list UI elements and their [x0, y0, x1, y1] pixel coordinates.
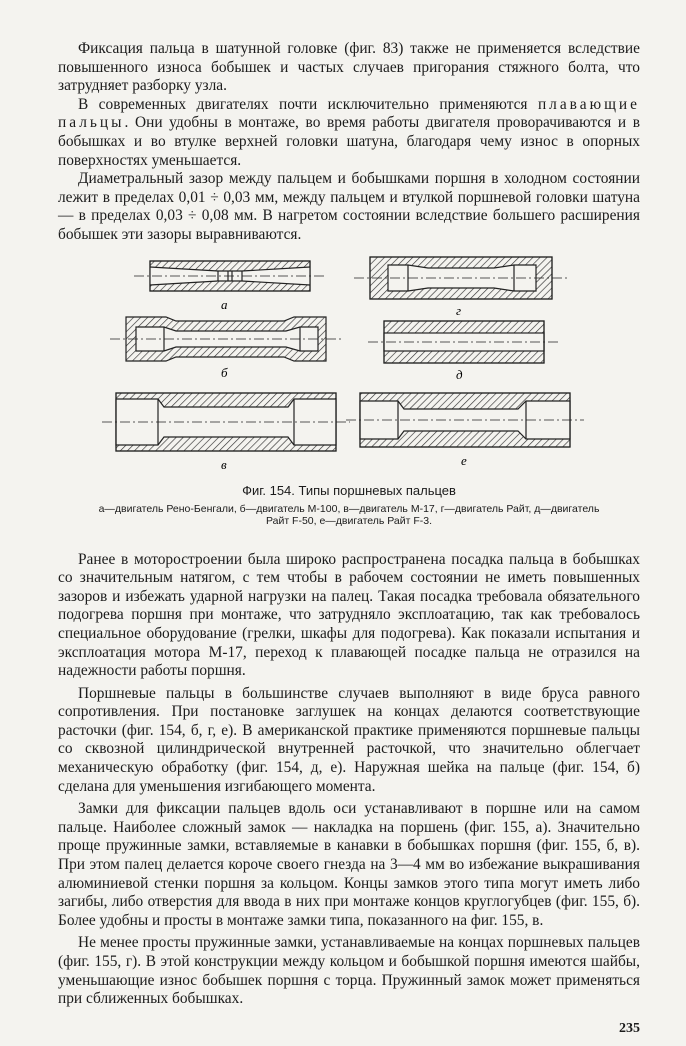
page-number: 235	[619, 1021, 640, 1036]
pin-drawing-d	[368, 321, 560, 363]
pin-drawing-b	[110, 317, 342, 361]
paragraph-spring-locks: Не менее просты пружинные замки, устанавливаемые на концах поршневых пальцев (фиг. 155, г). В этой конструкции между кольцом и бобышкой поршня имеются шайбы, уменьшающие износ бобышек поршня с торца. Пружинный замок может применяться при сближенных бобышках.	[58, 934, 640, 1008]
pin-drawing-e	[346, 393, 584, 447]
paragraph-locks: Замки для фиксации пальцев вдоль оси устанавливают в поршне или на самом пальце. Наиболее сложный замок — накладка на поршень (фиг. 155, а). Значительно проще пружинные замки, вставляемые в канавки в бобышках поршня (фиг. 155, б, в). При этом палец делается короче своего гнезда на 3—4 мм во избежание выкрашивания алюминиевой стенки поршня за кольцом. Концы замков этого типа могут иметь либо загибы, либо отверстия для ввода в них при монтаже концов круглогубцев (фиг. 155, б). Более удобны и просты в монтаже замки типа, показанного на фиг. 155, в.	[58, 800, 640, 929]
pin-drawing-g	[354, 257, 570, 299]
label-d: д	[456, 366, 463, 382]
paragraph-floating-rest: . Они удобны в монтаже, во время работы двигателя проворачиваются и в бобышках и во втулке верхней головки шатуна, благодаря чему износ в опорных поверхностях уменьшается.	[58, 114, 640, 169]
figure-title: Фиг. 154. Типы поршневых пальцев	[242, 482, 456, 498]
paragraph-pin-fixation: Фиксация пальца в шатунной головке (фиг. 83) также не применяется вследствие повышенного износа бобышек и частых случаев пригорания стяжного болта, что затрудняет разборку узла.	[58, 40, 640, 95]
figure-caption: а—двигатель Рено-Бенгали, б—двигатель М-100, в—двигатель М-17, г—двигатель Райт, д—двигатель Райт F-50, е—двигатель Райт F-3.	[98, 502, 600, 527]
label-e: е	[461, 452, 467, 468]
paragraph-clearance: Диаметральный зазор между пальцем и бобышками поршня в холодном состоянии лежит в пределах 0,01 ÷ 0,03 мм, между пальцем и втулкой поршневой головки шатуна — в пределах 0,03 ÷ 0,08 мм. В нагретом состоянии вследствие большего расширения бобышек эти зазоры выравниваются.	[58, 170, 640, 243]
label-a: а	[221, 296, 228, 312]
label-b: б	[221, 364, 228, 380]
figure-154	[58, 251, 640, 551]
paragraph-interference-fit: Ранее в моторостроении была широко распространена посадка пальца в бобышках со значительным натягом, с тем чтобы в рабочем состоянии не иметь повышенных зазоров и избежать ударной нагрузки на палец. Такая посадка требовала обязательного подогрева поршня при монтаже, что затрудняло эксплоатацию, так как требовалось специальное оборудование (грелки, шкафы для подогрева). Как показали испытания и эксплоатация мотора М-17, переход к плавающей посадке пальца не отразился на надежности работы поршня.	[58, 550, 640, 680]
label-v: в	[221, 456, 227, 472]
paragraph-floating-intro: В современных двигателях почти исключительно применяются	[78, 95, 538, 113]
paragraph-pin-design: Поршневые пальцы в большинстве случаев выполняют в виде бруса равного сопротивления. При постановке заглушек на концах делаются соответствующие расточки (фиг. 154, б, г, е). В американской практике применяются поршневые пальцы со сквозной цилиндрической внутренней расточкой, что значительно облегчает механическую обработку (фиг. 154, д, е). Наружная шейка на пальце (фиг. 154, б) сделана для уменьшения изгибающего момента.	[58, 684, 640, 795]
paragraph-floating-pins	[58, 96, 640, 170]
spaced-term: плавающие пальцы	[58, 95, 640, 132]
pin-drawing-v	[102, 393, 350, 451]
piston-pin-drawings	[58, 251, 640, 481]
pin-drawing-a	[134, 261, 324, 291]
page-content	[58, 40, 640, 1009]
label-g: г	[456, 302, 462, 318]
